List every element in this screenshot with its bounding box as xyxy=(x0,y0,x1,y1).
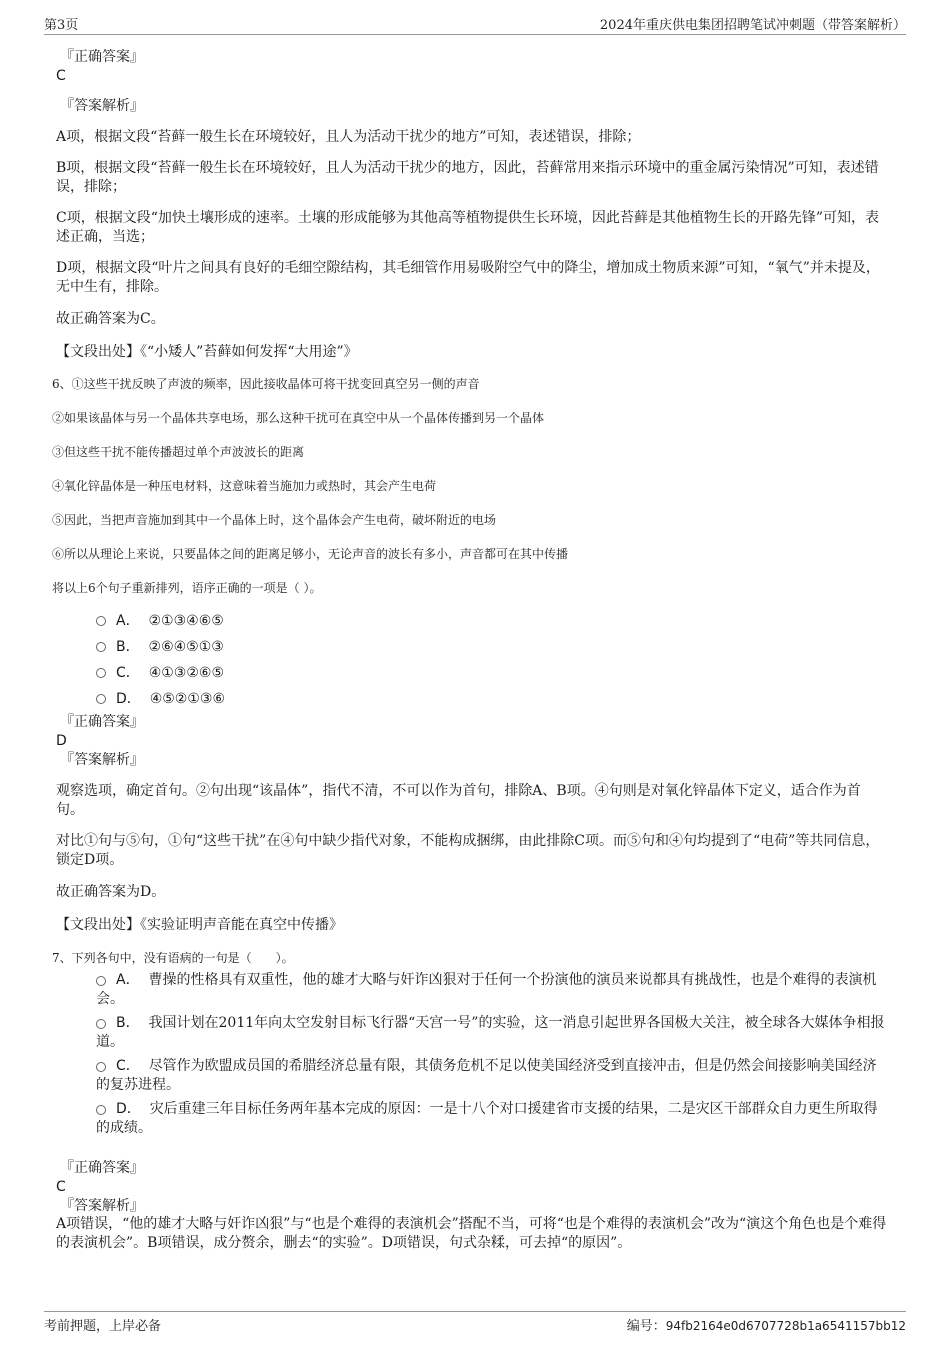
option-label: B． xyxy=(116,1015,140,1031)
q6-sentence-5: ⑤因此，当把声音施加到其中一个晶体上时，这个晶体会产生电荷，破坏附近的电场 xyxy=(52,513,497,527)
q6-option-b[interactable] xyxy=(96,638,888,657)
q6-analysis-1: 观察选项，确定首句。②句出现“该晶体”，指代不清，不可以作为首句，排除A、B项。④句则是对氧化锌晶体下定义，适合作为首句。 xyxy=(56,783,861,818)
radio-icon[interactable] xyxy=(96,1019,106,1029)
q7-stem: 7、下列各句中，没有语病的一句是（ ）。 xyxy=(52,951,294,965)
page-content xyxy=(52,48,888,1253)
q5-source: 【文段出处】《“小矮人”苔藓如何发挥“大用途”》 xyxy=(56,344,358,360)
page-number: 第3页 xyxy=(44,18,79,33)
radio-icon[interactable] xyxy=(96,1062,106,1072)
q5-analysis-c: C项，根据文段“加快土壤形成的速率。土壤的形成能够为其他高等植物提供生长环境，因此苔藓是其他植物生长的开路先锋”可知，表述正确，当选； xyxy=(56,210,880,245)
q5-analysis-d: D项，根据文段“叶片之间具有良好的毛细空隙结构，其毛细管作用易吸附空气中的降尘，增加成土物质来源”可知，“氧气”并未提及，无中生有，排除。 xyxy=(56,260,880,295)
option-label: B． xyxy=(116,639,140,655)
document-title: 2024年重庆供电集团招聘笔试冲刺题（带答案解析） xyxy=(599,18,906,33)
radio-icon[interactable] xyxy=(96,694,106,704)
q5-analysis-label: 『答案解析』 xyxy=(60,98,144,114)
q7-answer-label: 『正确答案』 xyxy=(60,1160,144,1176)
q6-conclusion: 故正确答案为D。 xyxy=(56,884,166,900)
q5-analysis-b: B项，根据文段“苔藓一般生长在环境较好，且人为活动干扰少的地方，因此，苔藓常用来指示环境中的重金属污染情况”可知，表述错误，排除； xyxy=(56,160,879,195)
q6-sentence-1: 6、①这些干扰反映了声波的频率，因此接收晶体可将干扰变回真空另一侧的声音 xyxy=(52,377,480,391)
option-text: ④①③②⑥⑤ xyxy=(148,665,224,681)
option-text: 尽管作为欧盟成员国的希腊经济总量有限，其债务危机不足以使美国经济受到直接冲击，但是仍然会间接影响美国经济的复苏进程。 xyxy=(96,1058,877,1093)
q6-sentence-3: ③但这些干扰不能传播超过单个声波波长的距离 xyxy=(52,445,305,459)
option-text: 灾后重建三年目标任务两年基本完成的原因：一是十八个对口援建省市支援的结果，二是灾区干部群众自力更生所取得的成绩。 xyxy=(96,1101,878,1136)
option-text: ②①③④⑥⑤ xyxy=(148,613,224,629)
radio-icon[interactable] xyxy=(96,616,106,626)
option-label: D． xyxy=(116,691,141,707)
q6-analysis-2: 对比①句与⑤句，①句“这些干扰”在④句中缺少指代对象，不能构成捆绑，由此排除C项。而⑤句和④句均提到了“电荷”等共同信息，锁定D项。 xyxy=(56,833,880,868)
radio-icon[interactable] xyxy=(96,1105,106,1115)
q6-sentence-4: ④氧化锌晶体是一种压电材料，这意味着当施加力或热时，其会产生电荷 xyxy=(52,479,437,493)
option-label: C． xyxy=(116,665,140,681)
q6-sentence-6: ⑥所以从理论上来说，只要晶体之间的距离足够小，无论声音的波长有多小，声音都可在其中传播 xyxy=(52,547,569,561)
code-label: 编号： xyxy=(626,1319,666,1334)
q5-conclusion: 故正确答案为C。 xyxy=(56,311,165,327)
option-text: ④⑤②①③⑥ xyxy=(149,691,225,707)
q7-options xyxy=(56,971,888,1138)
q6-source: 【文段出处】《实验证明声音能在真空中传播》 xyxy=(56,917,343,933)
q6-sentence-2: ②如果该晶体与另一个晶体共享电场，那么这种干扰可在真空中从一个晶体传播到另一个晶体 xyxy=(52,411,545,425)
q6-answer: D xyxy=(56,733,67,749)
option-label: A． xyxy=(116,972,140,988)
q6-option-a[interactable] xyxy=(96,612,888,631)
q7-analysis: A项错误，“他的雄才大略与奸诈凶狠”与“也是个难得的表演机会”搭配不当，可将“也是个难得的表演机会”改为“演这个角色也是个难得的表演机会”。B项错误，成分赘余，删去“的实验”。D项错误，句式杂糅，可去掉“的原因”。 xyxy=(56,1216,887,1251)
option-text: 我国计划在2011年向太空发射目标飞行器“天宫一号”的实验，这一消息引起世界各国极大关注，被全球各大媒体争相报道。 xyxy=(96,1015,885,1050)
q5-answer-label: 『正确答案』 xyxy=(60,49,144,65)
option-text: 曹操的性格具有双重性，他的雄才大略与奸诈凶狠对于任何一个扮演他的演员来说都具有挑战性，也是个难得的表演机会。 xyxy=(96,972,877,1007)
radio-icon[interactable] xyxy=(96,976,106,986)
q6-analysis-label: 『答案解析』 xyxy=(60,752,144,768)
q6-answer-label: 『正确答案』 xyxy=(60,714,144,730)
q6-option-d[interactable] xyxy=(96,690,888,709)
option-label: A． xyxy=(116,613,140,629)
option-label: C． xyxy=(116,1058,140,1074)
option-text: ②⑥④⑤①③ xyxy=(148,639,224,655)
q5-answer: C xyxy=(56,68,66,84)
option-label: D． xyxy=(116,1101,141,1117)
document-code xyxy=(627,1315,906,1334)
q5-analysis-a: A项，根据文段“苔藓一般生长在环境较好，且人为活动干扰少的地方”可知，表述错误，排除； xyxy=(56,129,641,145)
radio-icon[interactable] xyxy=(96,642,106,652)
q6-sentences xyxy=(52,376,888,596)
q7-analysis-label: 『答案解析』 xyxy=(60,1198,144,1214)
page-header xyxy=(44,12,906,35)
q7-option-c[interactable] xyxy=(96,1057,888,1095)
q6-options xyxy=(56,612,888,709)
code-value: 94fb2164e0d6707728b1a6541157bb12 xyxy=(665,1319,906,1333)
radio-icon[interactable] xyxy=(96,668,106,678)
q7-option-a[interactable] xyxy=(96,971,888,1009)
footer-slogan: 考前押题，上岸必备 xyxy=(44,1319,162,1334)
page-footer xyxy=(44,1311,906,1334)
q6-prompt: 将以上6个句子重新排列，语序正确的一项是（ ）。 xyxy=(52,581,322,595)
q6-option-c[interactable] xyxy=(96,664,888,683)
q7-option-b[interactable] xyxy=(96,1014,888,1052)
q7-option-d[interactable] xyxy=(96,1100,888,1138)
q7-answer: C xyxy=(56,1179,66,1195)
